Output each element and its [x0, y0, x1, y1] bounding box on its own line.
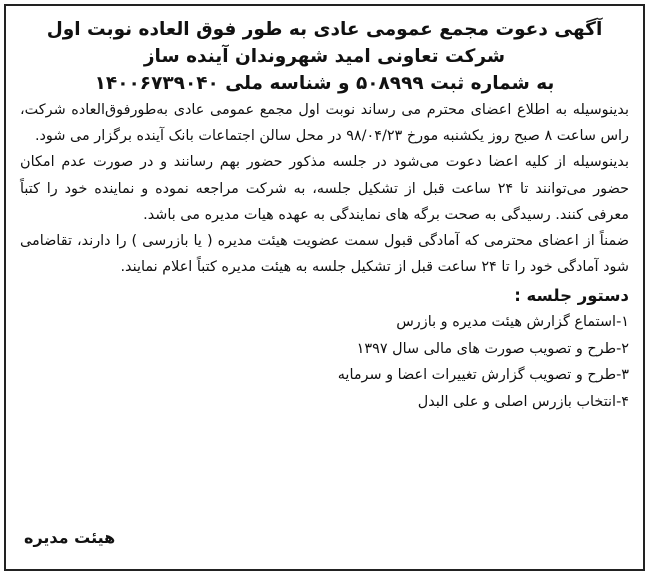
agenda-item — [20, 309, 629, 336]
agenda-title: دستور جلسه : — [514, 286, 629, 306]
agenda-item-number: ۴- — [616, 393, 629, 410]
registration-info: به شماره ثبت ۵۰۸۹۹۹ و شناسه ملی ۱۴۰۰۶۷۳۹۰۴۰ — [94, 73, 555, 94]
agenda-item-text: طرح و تصویب گزارش تغییرات اعضا و سرمایه — [337, 367, 617, 384]
paragraph-meeting-announcement: بدینوسیله به اطلاع اعضای محترم می رساند نوبت اول مجمع عمومی عادی به‌طورفوق‌العاده شرکت، راس ساعت ۸ صبح روز یکشنبه مورخ ۹۸/۰۴/۲۳ در محل سالن اجتماعات بانک آینده برگزار می شود. — [20, 102, 629, 145]
agenda-item-number: ۳- — [616, 367, 629, 384]
agenda-item-number: ۲- — [616, 340, 629, 357]
paragraph-board-candidacy: ضمناً از اعضای محترمی که آمادگی قبول سمت عضویت هیئت مدیره ( یا بازرسی ) را دارند، تقاضامی شود آمادگی خود را تا ۲۴ ساعت قبل از تشکیل جلسه به هیئت مدیره کتباً اعلام نمایند. — [20, 233, 629, 276]
notice-header — [20, 16, 629, 97]
agenda-list — [20, 309, 629, 415]
paragraph-attendance-invitation: بدینوسیله از کلیه اعضا دعوت می‌شود در جلسه مذکور حضور بهم رسانند و در صورت عدم امکان حضور می‌توانند تا ۲۴ ساعت قبل از تشکیل جلسه، به شرکت مراجعه نموده و نماینده خود را کتباً معرفی کنند. رسیدگی به صحت برگه های نمایندگی به عهده هیات مدیره می باشد. — [20, 154, 629, 223]
signature-board-of-directors: هیئت مدیره — [24, 528, 116, 547]
notice-title: آگهی دعوت مجمع عمومی عادی به طور فوق العاده نوبت اول — [46, 19, 603, 40]
agenda-item — [20, 362, 629, 389]
notice-frame — [4, 4, 645, 571]
agenda-item — [20, 389, 629, 416]
agenda-item-text: انتخاب بازرس اصلی و علی البدل — [417, 393, 617, 410]
agenda-item — [20, 336, 629, 363]
agenda-item-text: استماع گزارش هیئت مدیره و بازرس — [396, 314, 617, 331]
agenda-item-number: ۱- — [616, 314, 629, 331]
agenda-item-text: طرح و تصویب صورت های مالی سال ۱۳۹۷ — [356, 340, 617, 357]
company-name: شرکت تعاونی امید شهروندان آینده ساز — [143, 46, 506, 67]
